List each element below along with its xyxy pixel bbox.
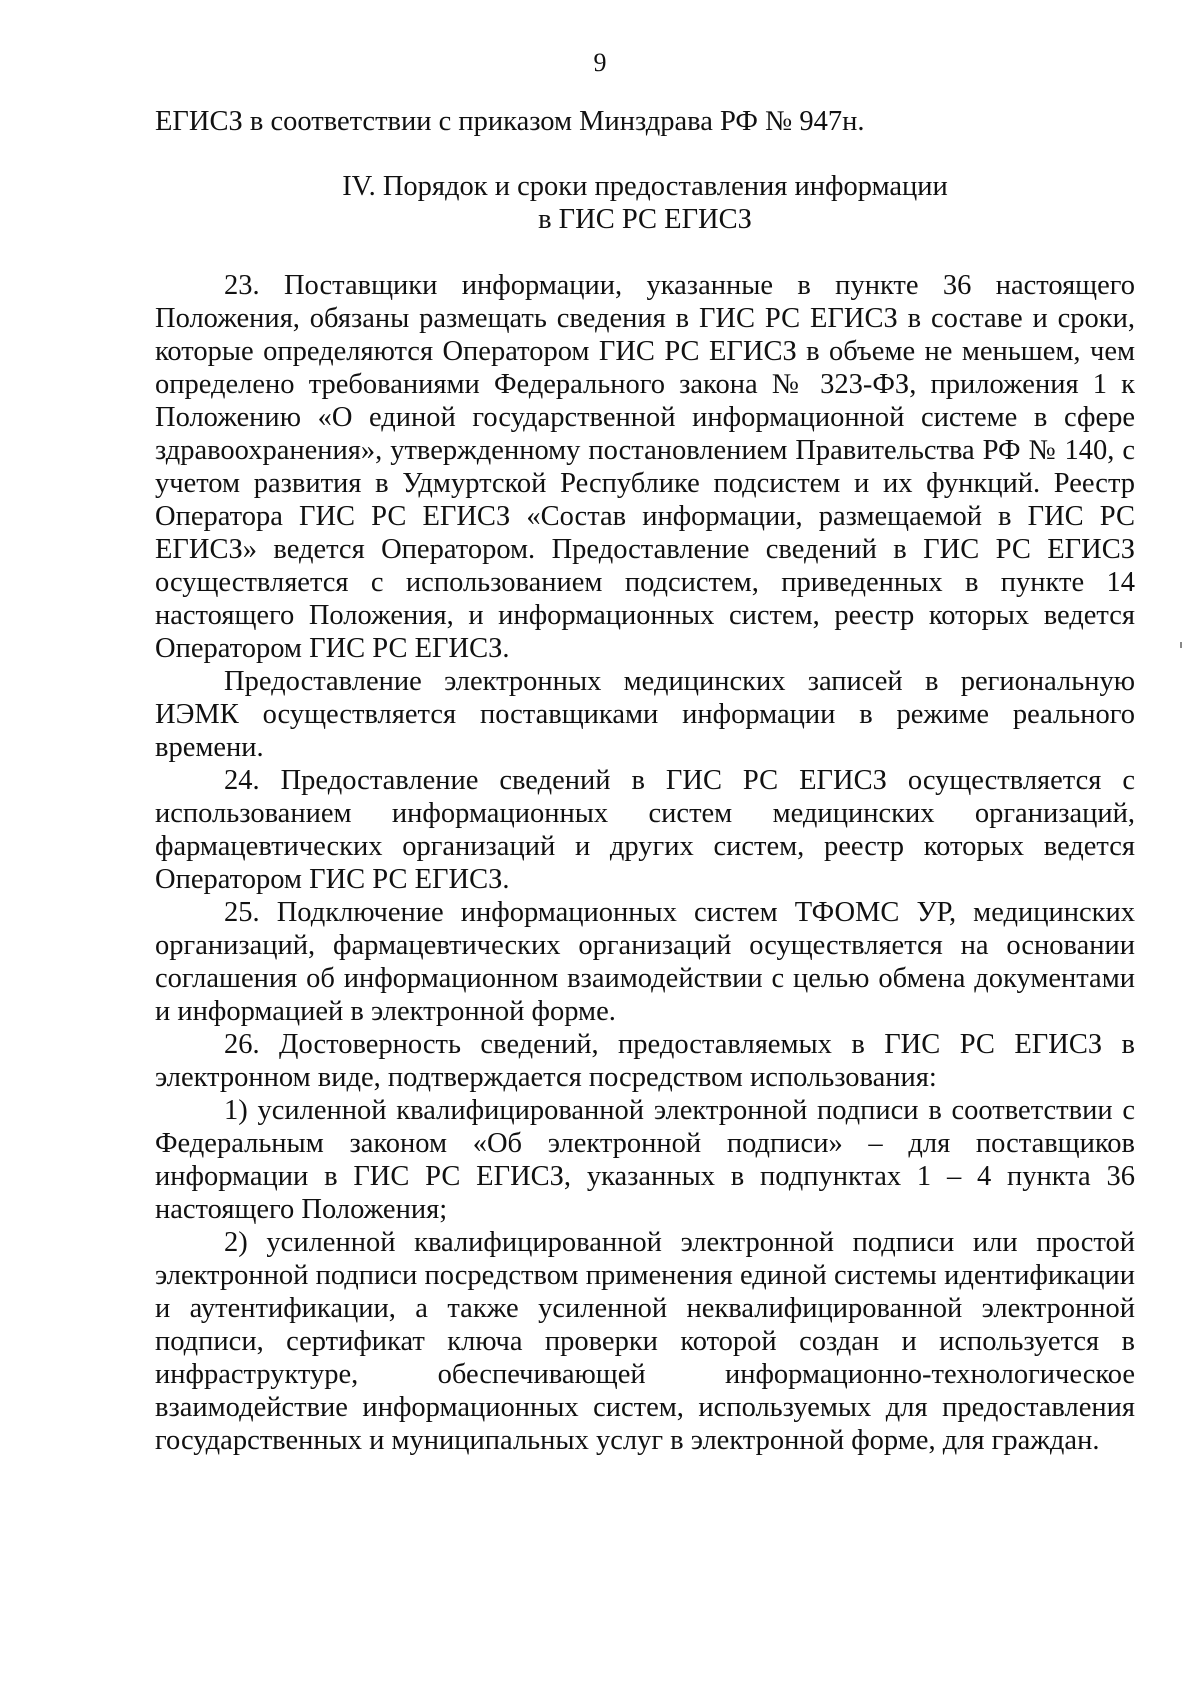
document-body [155,105,1135,1457]
paragraph-25: 25. Подключение информационных систем ТФОМС УР, медицинских организаций, фармацевтических организаций осуществляется на основании соглашения об информационном взаимодействии с целью обмена документами и информацией в электронной форме. [155,897,1135,1027]
scan-artifact [1180,642,1182,648]
paragraph-26-item-2: 2) усиленной квалифицированной электронной подписи или простой электронной подписи посредством применения единой системы идентификации и аутентификации, а также усиленной неквалифицированной электронной подписи, сертификат ключа проверки которой создан и используется в инфраструктуре, обеспечивающей информационно-технологическое взаимодействие информационных систем, используемых для предоставления государственных и муниципальных услуг в электронной форме, для граждан. [155,1227,1135,1456]
section-title-line-2: в ГИС РС ЕГИСЗ [538,204,752,235]
page-number: 9 [593,48,607,77]
paragraph-26: 26. Достоверность сведений, предоставляемых в ГИС РС ЕГИСЗ в электронном виде, подтверждается посредством использования: [155,1029,1135,1093]
paragraph-26-item-1: 1) усиленной квалифицированной электронной подписи в соответствии с Федеральным законом «Об электронной подписи» – для поставщиков информации в ГИС РС ЕГИСЗ, указанных в подпунктах 1 – 4 пункта 36 настоящего Положения; [155,1095,1135,1225]
section-heading [155,170,1135,236]
paragraph-23: 23. Поставщики информации, указанные в пункте 36 настоящего Положения, обязаны размещать сведения в ГИС РС ЕГИСЗ в составе и сроки, которые определяются Оператором ГИС РС ЕГИСЗ в объеме не меньшем, чем определено требованиями Федерального закона № 323-ФЗ, приложения 1 к Положению «О единой государственной информационной системе в сфере здравоохранения», утвержденному постановлением Правительства РФ № 140, с учетом развития в Удмуртской Республике подсистем и их функций. Реестр Оператора ГИС РС ЕГИСЗ «Состав информации, размещаемой в ГИС РС ЕГИСЗ» ведется Оператором. Предоставление сведений в ГИС РС ЕГИСЗ осуществляется с использованием подсистем, приведенных в пункте 14 настоящего Положения, и информационных систем, реестр которых ведется Оператором ГИС РС ЕГИСЗ. [155,270,1135,664]
section-title-line-1: IV. Порядок и сроки предоставления информации [342,171,948,202]
paragraph-24: 24. Предоставление сведений в ГИС РС ЕГИСЗ осуществляется с использованием информационных систем медицинских организаций, фармацевтических организаций и других систем, реестр которых ведется Оператором ГИС РС ЕГИСЗ. [155,765,1135,895]
lead-line: ЕГИСЗ в соответствии с приказом Минздрава РФ № 947н. [155,106,865,137]
paragraph-iemk: Предоставление электронных медицинских записей в региональную ИЭМК осуществляется поставщиками информации в режиме реального времени. [155,666,1135,763]
